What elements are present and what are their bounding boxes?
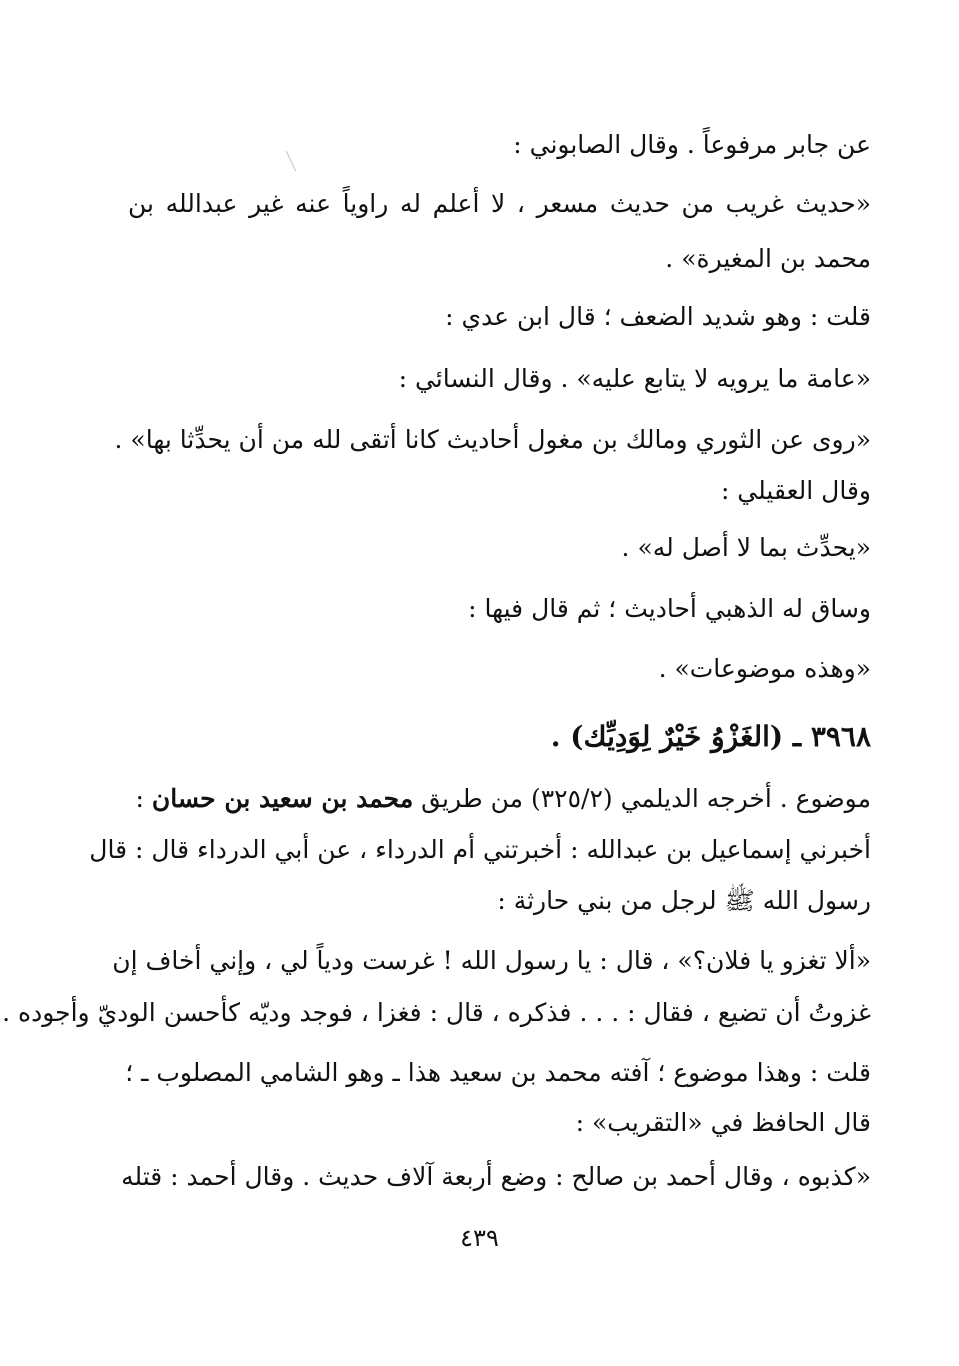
takhrij-line-4: «ألا تغزو يا فلان؟» ، قال : يا رسول الله ! غرست ودياً لي ، وإني أخاف إن xyxy=(112,946,871,975)
takhrij-line-1-start: موضوع . أخرجه الديلمي (٣٢٥/٢) من طريق xyxy=(413,784,871,813)
text-line-6: «روى عن الثوري ومالك بن مغول أحاديث كانا أتقى لله من أن يحدِّثا بها» . xyxy=(114,425,871,454)
text-line-9: وساق له الذهبي أحاديث ؛ ثم قال فيها : xyxy=(468,594,871,623)
hadith-title: ٣٩٦٨ ـ (الغَزْوُ خَيْرٌ لِوَدِيِّك) . xyxy=(550,720,871,753)
takhrij-line-5: غزوتُ أن تضيع ، فقال : . . . فذكره ، قال : فغزا ، فوجد وديّه كأحسن الوديّ وأجوده . xyxy=(2,998,871,1027)
text-line-4: قلت : وهو شديد الضعف ؛ قال ابن عدي : xyxy=(445,302,871,331)
narrator-name: محمد بن سعيد بن حسان xyxy=(151,784,414,813)
page-number: ٤٣٩ xyxy=(460,1224,499,1252)
text-line-7: وقال العقيلي : xyxy=(720,476,871,505)
takhrij-line-2: أخبرني إسماعيل بن عبدالله : أخبرتني أم الدرداء ، عن أبي الدرداء قال : قال xyxy=(89,835,871,864)
takhrij-line-6: قلت : وهذا موضوع ؛ آفته محمد بن سعيد هذا ـ وهو الشامي المصلوب ـ ؛ xyxy=(125,1058,871,1087)
text-line-10: «وهذه موضوعات» . xyxy=(658,654,871,683)
takhrij-line-3: رسول الله ﷺ لرجل من بني حارثة : xyxy=(497,886,871,915)
takhrij-line-8: «كذبوه ، وقال أحمد بن صالح : وضع أربعة آلاف حديث . وقال أحمد : قتله xyxy=(121,1162,871,1191)
text-line-1: عن جابر مرفوعاً . وقال الصابوني : xyxy=(513,130,871,159)
takhrij-line-7: قال الحافظ في «التقريب» : xyxy=(575,1108,871,1137)
text-line-8: «يحدِّث بما لا أصل له» . xyxy=(621,533,871,562)
text-line-2: «حديث غريب من حديث مسعر ، لا أعلم له راوياً عنه غير عبدالله بن xyxy=(128,189,871,218)
takhrij-line-1 xyxy=(128,782,871,816)
text-line-5: «عامة ما يرويه لا يتابع عليه» . وقال النسائي : xyxy=(398,364,871,393)
text-line-3: محمد بن المغيرة» . xyxy=(665,244,871,273)
takhrij-line-1-end: : xyxy=(135,784,152,813)
